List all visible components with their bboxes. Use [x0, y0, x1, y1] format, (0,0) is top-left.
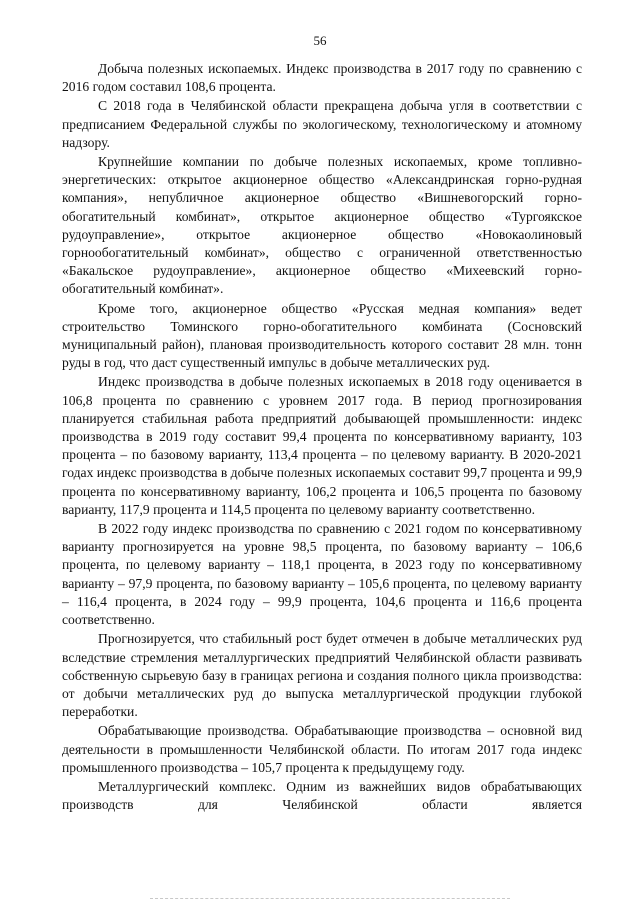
paragraph-metallurgical-complex: Металлургический комплекс. Одним из важнейших видов обрабатывающих производств для Челябинской области является	[62, 778, 582, 813]
paragraph-mining-index-2017: Добыча полезных ископаемых. Индекс производства в 2017 году по сравнению с 2016 годом составил 108,6 процента.	[62, 61, 582, 95]
paragraph-mining-forecast: Индекс производства в добыче полезных ископаемых в 2018 году оценивается в 106,8 процента по сравнению с уровнем 2017 года. В период прогнозирования планируется стабильная работа предприятий добывающей промышленности: индекс производства в 2019 году составит 99,4 процента по консервативному варианту, 103 процента – по базовому варианту, 113,4 процента – по целевому варианту. В 2020-2021 годах индекс производства в добыче полезных ископаемых составит 99,7 процента и 99,9 процента по консервативному варианту, 106,2 процента и 106,5 процента по базовому варианту, 117,9 процента и 114,5 процента по целевому варианту соответственно.	[62, 374, 582, 517]
paragraph-metal-ore-growth: Прогнозируется, что стабильный рост будет отмечен в добыче металлических руд вследствие стремления металлургических предприятий Челябинской области развивать собственную сырьевую базу в границах региона и создания полного цикла производства: от добычи металлических руд до выпуска металлургической продукции глубокой переработки.	[62, 631, 582, 720]
paragraph-copper-company: Кроме того, акционерное общество «Русская медная компания» ведет строительство Томинского горно-обогатительного комбината (Сосновский муниципальный район), плановая производительность которого составит 28 млн. тонн руды в год, что даст существенный импульс в добыче металлических руд.	[62, 300, 582, 371]
paragraph-manufacturing: Обрабатывающие производства. Обрабатывающие производства – основной вид деятельности в промышленности Челябинской области. По итогам 2017 года индекс промышленного производства – 105,7 процента к предыдущему году.	[62, 723, 582, 775]
paragraph-forecast-2022-2024: В 2022 году индекс производства по сравнению с 2021 годом по консервативному варианту прогнозируется на уровне 98,5 процента, по базовому варианту – 106,6 процента, по целевому варианту – 118,1 процента, в 2023 году по консервативному варианту – 97,9 процента, по базовому варианту – 105,6 процента, по целевому варианту – 116,4 процента, в 2024 году – 99,9 процента, 104,6 процента и 116,6 процента соответственно.	[62, 521, 582, 628]
paragraph-largest-companies: Крупнейшие компании по добыче полезных ископаемых, кроме топливно-энергетических: открытое акционерное общество «Александринская горно-рудная компания», непубличное акционерное общество «Вишневогорский горно-обогатительный комбинат», открытое акционерное общество «Тургоякское рудоуправление», открытое акционерное общество «Новокаолиновый горнообогатительный комбинат», общество с ограниченной ответственностью «Бакальское рудоуправление», акционерное общество «Михеевский горно-обогатительный комбинат».	[62, 154, 582, 297]
paragraph-coal-mining-stopped: С 2018 года в Челябинской области прекращена добыча угля в соответствии с предписанием Федеральной службы по экологическому, технологическому и атомному надзору.	[62, 98, 582, 150]
page-number: 56	[313, 33, 327, 48]
body-text	[62, 60, 582, 814]
scan-edge-line	[150, 898, 510, 899]
